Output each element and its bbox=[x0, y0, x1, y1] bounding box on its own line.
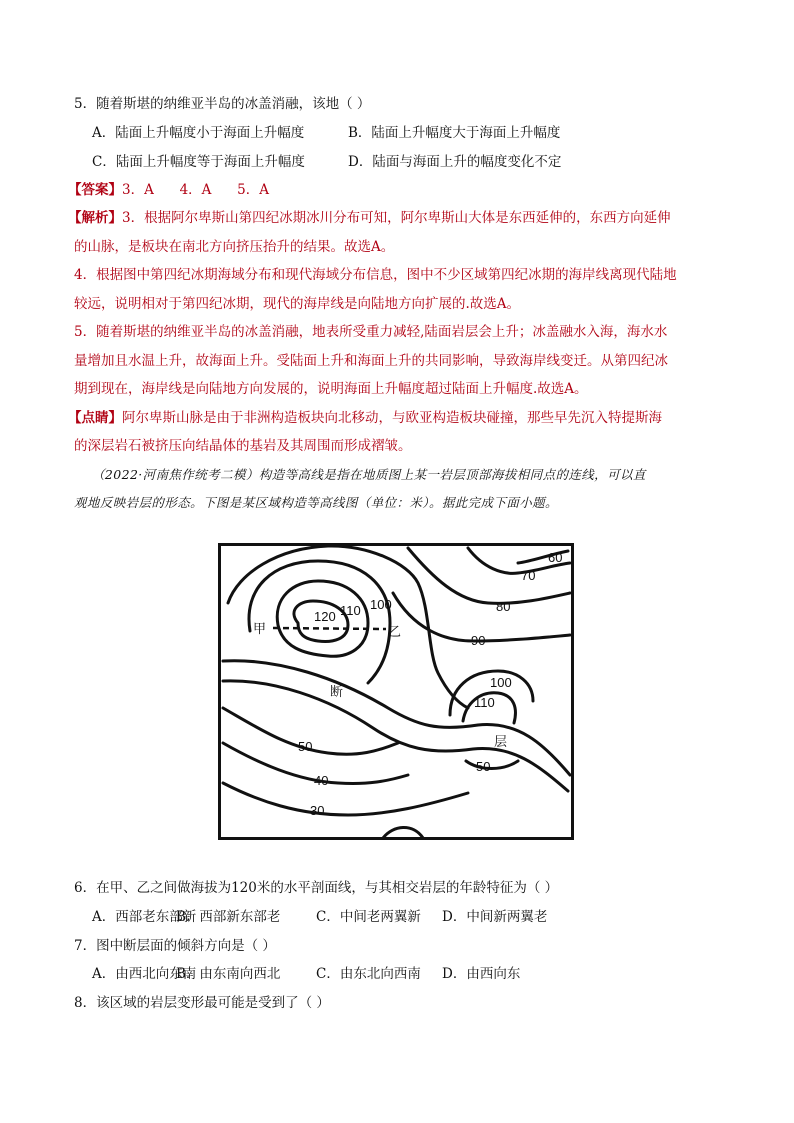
analysis-line-4: 较远，说明相对于第四纪冰期，现代的海岸线是向陆地方向扩展的.故选A。 bbox=[74, 296, 521, 312]
contour-label-100b: 100 bbox=[490, 675, 512, 690]
analysis-line-3: 4．根据图中第四纪冰期海域分布和现代海域分布信息，图中不少区域第四纪冰期的海岸线离现代陆地 bbox=[74, 267, 677, 283]
analysis-line-5: 5．随着斯堪的纳维亚半岛的冰盖消融，地表所受重力减轻,陆面岩层会上升；冰盖融水入海，海水水 bbox=[74, 324, 668, 340]
intro-line-2: 观地反映岩层的形态。下图是某区域构造等高线图（单位：米）。据此完成下面小题。 bbox=[74, 495, 558, 510]
q5-option-a: A．陆面上升幅度小于海面上升幅度 bbox=[92, 125, 305, 141]
answer-text: 3．A 4．A 5．A bbox=[122, 182, 270, 198]
q7-option-d: D．由西向东 bbox=[442, 966, 521, 982]
tip-text-1: 阿尔卑斯山脉是由于非洲构造板块向北移动，与欧亚构造板块碰撞，那些早先沉入特提斯海 bbox=[122, 410, 662, 426]
q7-option-b: B．由东南向西北 bbox=[176, 966, 281, 982]
intro-line-1: （2022·河南焦作统考二模）构造等高线是指在地质图上某一岩层顶部海拔相同点的连线，可以直 bbox=[92, 467, 646, 482]
contour-label-70: 70 bbox=[521, 568, 536, 583]
tip-label: 【点睛】 bbox=[68, 410, 122, 426]
map-label-yi: 乙 bbox=[388, 624, 402, 639]
q6-options bbox=[92, 908, 547, 926]
q6-option-a: A．西部老东部新 bbox=[92, 909, 197, 925]
contour-label-110a: 110 bbox=[340, 603, 361, 618]
contour-map bbox=[218, 543, 574, 840]
q5-option-b: B．陆面上升幅度大于海面上升幅度 bbox=[348, 125, 561, 141]
answer-block bbox=[68, 181, 269, 199]
contour-label-40: 40 bbox=[314, 773, 329, 788]
tip-line-1 bbox=[68, 409, 662, 427]
q8-stem: 8．该区域的岩层变形最可能是受到了（ ） bbox=[74, 995, 330, 1011]
analysis-line-1 bbox=[68, 209, 671, 227]
q6-option-c: C．中间老两翼新 bbox=[316, 909, 421, 925]
contour-label-100a: 100 bbox=[370, 597, 392, 612]
contour-label-120: 120 bbox=[314, 609, 336, 624]
contour-label-90: 90 bbox=[471, 633, 486, 648]
q5-stem: 5．随着斯堪的纳维亚半岛的冰盖消融，该地（ ） bbox=[74, 96, 371, 112]
analysis-text-1: 3．根据阿尔卑斯山第四纪冰期冰川分布可知，阿尔卑斯山大体是东西延伸的，东西方向延伸 bbox=[122, 210, 671, 226]
contour-label-80: 80 bbox=[496, 599, 511, 614]
q5-option-c: C．陆面上升幅度等于海面上升幅度 bbox=[92, 154, 305, 170]
map-label-ceng: 层 bbox=[494, 734, 508, 749]
analysis-label: 【解析】 bbox=[68, 210, 122, 226]
q6-option-d: D．中间新两翼老 bbox=[442, 909, 548, 925]
contour-label-110b: 110 bbox=[474, 695, 495, 710]
analysis-line-6: 量增加且水温上升，故海面上升。受陆面上升和海面上升的共同影响，导致海岸线变迁。从第四纪冰 bbox=[74, 353, 668, 369]
q6-option-b: B．西部新东部老 bbox=[176, 909, 281, 925]
map-label-duan: 断 bbox=[330, 684, 344, 699]
q6-stem: 6．在甲、乙之间做海拔为120米的水平剖面线，与其相交岩层的年龄特征为（ ） bbox=[74, 880, 559, 896]
contour-label-50a: 50 bbox=[298, 739, 313, 754]
tip-line-2: 的深层岩石被挤压向结晶体的基岩及其周围而形成褶皱。 bbox=[74, 438, 412, 454]
contour-label-50b: 50 bbox=[476, 759, 491, 774]
analysis-line-7: 期到现在，海岸线是向陆地方向发展的，说明海面上升幅度超过陆面上升幅度.故选A。 bbox=[74, 381, 588, 397]
q5-option-d: D．陆面与海面上升的幅度变化不定 bbox=[348, 154, 562, 170]
contour-label-30: 30 bbox=[310, 803, 325, 818]
q7-option-a: A．由西北向东南 bbox=[92, 966, 197, 982]
map-label-jia: 甲 bbox=[253, 621, 267, 636]
analysis-line-2: 的山脉，是板块在南北方向挤压抬升的结果。故选A。 bbox=[74, 239, 395, 255]
contour-label-60: 60 bbox=[548, 550, 563, 565]
q7-stem: 7．图中断层面的倾斜方向是（ ） bbox=[74, 938, 276, 954]
q7-option-c: C．由东北向西南 bbox=[316, 966, 421, 982]
map-frame bbox=[220, 545, 573, 839]
answer-label: 【答案】 bbox=[68, 182, 122, 198]
q7-options bbox=[92, 965, 520, 983]
